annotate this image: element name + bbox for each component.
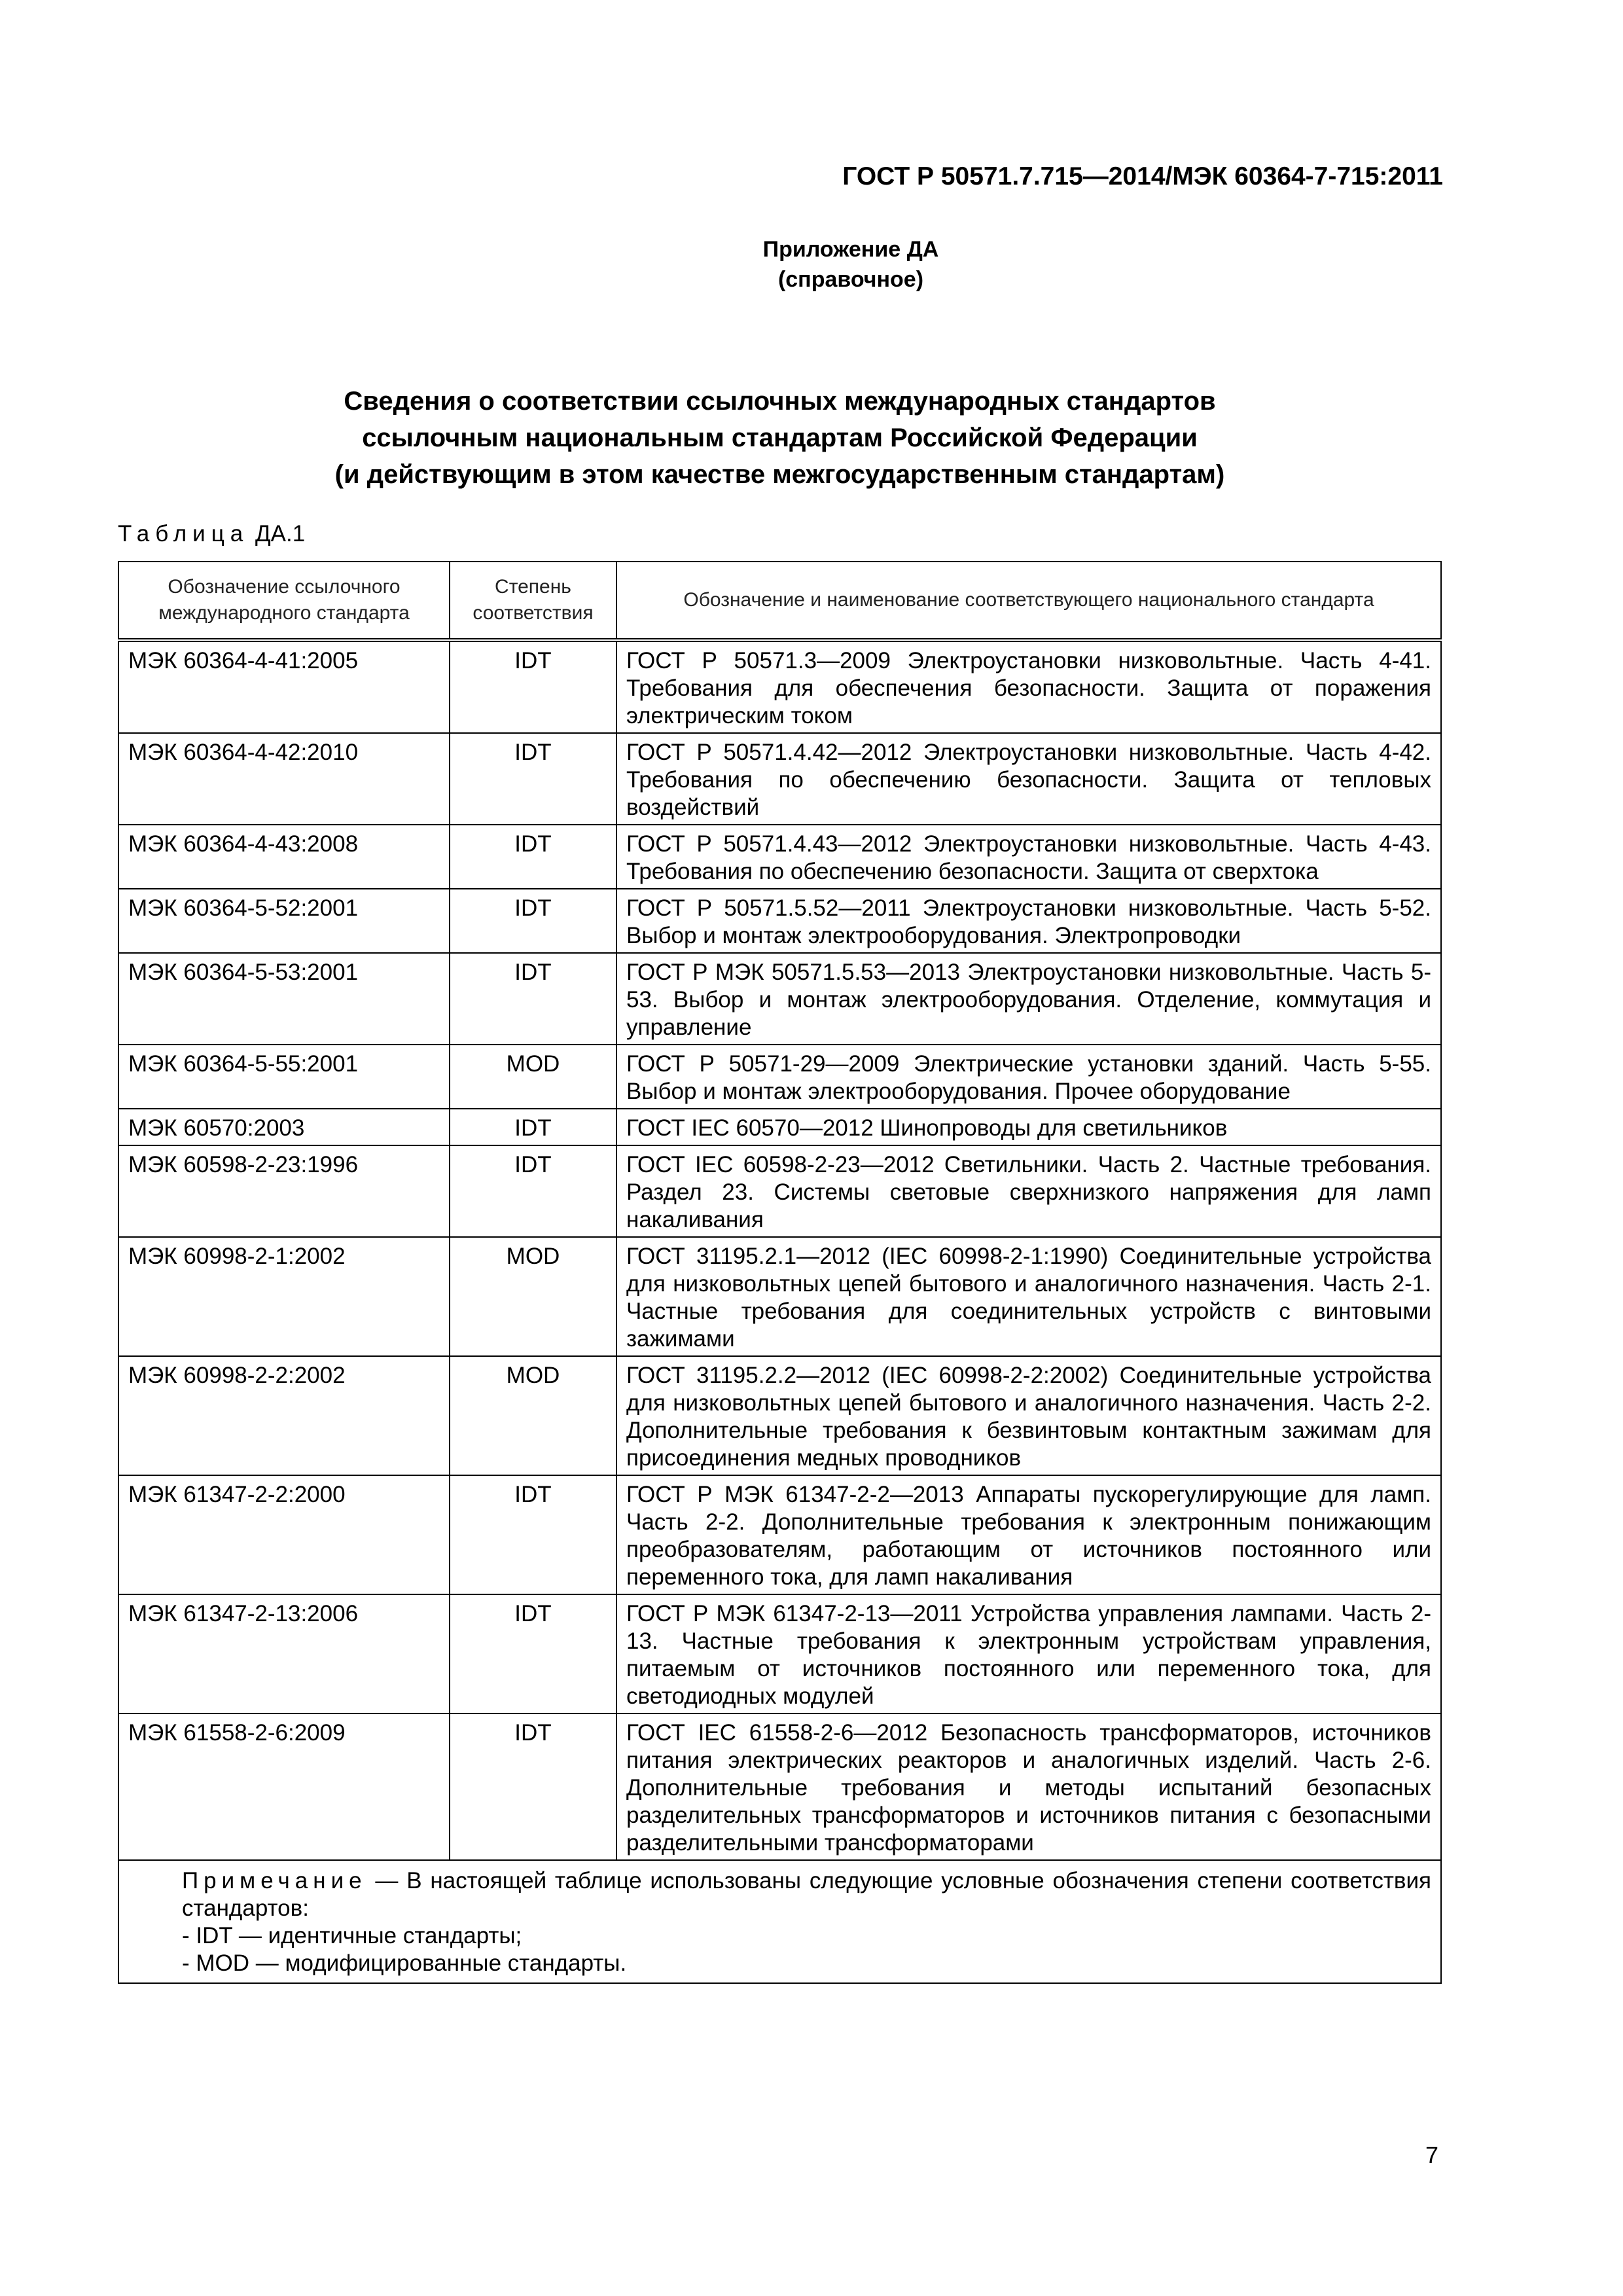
national-standard-cell: ГОСТ Р МЭК 61347-2-13—2011 Устройства управления лампами. Часть 2-13. Частные требования к электронным устройствам управления, питаемым от источников постоянного или переменного тока, для светодиодных модулей xyxy=(616,1594,1441,1713)
intl-standard-cell: МЭК 60364-4-43:2008 xyxy=(118,825,450,889)
intl-standard-cell: МЭК 61347-2-2:2000 xyxy=(118,1475,450,1594)
degree-cell: IDT xyxy=(450,733,616,825)
table-header-row xyxy=(118,562,1441,640)
degree-cell: IDT xyxy=(450,953,616,1045)
national-standard-cell: ГОСТ Р МЭК 61347-2-2—2013 Аппараты пускорегулирующие для ламп. Часть 2-2. Дополнительные требования к электронным понижающим преобразователям, работающим от источников постоянного или переменного тока, для ламп накаливания xyxy=(616,1475,1441,1594)
degree-cell: IDT xyxy=(450,1109,616,1145)
intl-standard-cell: МЭК 61558-2-6:2009 xyxy=(118,1713,450,1860)
national-standard-cell: ГОСТ 31195.2.2—2012 (IEC 60998-2-2:2002) Соединительные устройства для низковольтных цепей бытового и аналогичного назначения. Часть 2-2. Дополнительные требования к безвинтовым контактным зажимам для присоединения медных проводников xyxy=(616,1356,1441,1475)
national-standard-cell: ГОСТ 31195.2.1—2012 (IEC 60998-2-1:1990) Соединительные устройства для низковольтных цепей бытового и аналогичного назначения. Часть 2-1. Частные требования для соединительных устройств с винтовыми зажимами xyxy=(616,1237,1441,1356)
national-standard-cell: ГОСТ Р 50571.5.52—2011 Электроустановки низковольтные. Часть 5-52. Выбор и монтаж электрооборудования. Электропроводки xyxy=(616,889,1441,953)
heading-line: Сведения о соответствии ссылочных международных стандартов xyxy=(344,387,1216,416)
intl-standard-cell: МЭК 60364-4-42:2010 xyxy=(118,733,450,825)
degree-cell: IDT xyxy=(450,889,616,953)
intl-standard-cell: МЭК 60598-2-23:1996 xyxy=(118,1145,450,1237)
note-text: — В настоящей таблице использованы следующие условные обозначения степени соответствия стандартов: xyxy=(182,1868,1431,1921)
appendix-label: Приложение ДА xyxy=(762,237,939,262)
degree-cell: MOD xyxy=(450,1045,616,1109)
table-note-row xyxy=(118,1860,1441,1983)
note-item: - IDT — идентичные стандарты; xyxy=(182,1923,522,1948)
national-standard-cell: ГОСТ Р МЭК 50571.5.53—2013 Электроустановки низковольтные. Часть 5-53. Выбор и монтаж электрооборудования. Отделение, коммутация и управление xyxy=(616,953,1441,1045)
intl-standard-cell: МЭК 61347-2-13:2006 xyxy=(118,1594,450,1713)
table-row xyxy=(118,1109,1441,1145)
national-standard-cell: ГОСТ Р 50571.3—2009 Электроустановки низковольтные. Часть 4-41. Требования для обеспечения безопасности. Защита от поражения электрическим током xyxy=(616,640,1441,733)
national-standard-cell: ГОСТ IEC 61558-2-6—2012 Безопасность трансформаторов, источников питания электрических реакторов и аналогичных изделий. Часть 2-6. Дополнительные требования и методы испытаний безопасных разделительных трансформаторов и источников питания с безопасными разделительными трансформаторами xyxy=(616,1713,1441,1860)
header-national-standard: Обозначение и наименование соответствующего национального стандарта xyxy=(616,562,1441,640)
table-row xyxy=(118,1237,1441,1356)
national-standard-cell: ГОСТ Р 50571.4.42—2012 Электроустановки низковольтные. Часть 4-42. Требования по обеспечению безопасности. Защита от тепловых воздействий xyxy=(616,733,1441,825)
header-degree: Степень соответствия xyxy=(450,562,616,640)
degree-cell: IDT xyxy=(450,640,616,733)
table-row xyxy=(118,1594,1441,1713)
appendix-type: (справочное) xyxy=(777,267,924,292)
intl-standard-cell: МЭК 60364-5-53:2001 xyxy=(118,953,450,1045)
correspondence-table xyxy=(118,561,1442,1984)
table-caption xyxy=(118,521,305,547)
note-label: Примечание xyxy=(182,1868,367,1893)
table-row xyxy=(118,733,1441,825)
table-caption-number: ДА.1 xyxy=(255,521,306,547)
intl-standard-cell: МЭК 60364-5-52:2001 xyxy=(118,889,450,953)
header-intl-standard: Обозначение ссылочного международного стандарта xyxy=(118,562,450,640)
table-row xyxy=(118,889,1441,953)
degree-cell: IDT xyxy=(450,825,616,889)
page-number: 7 xyxy=(1425,2142,1439,2168)
intl-standard-cell: МЭК 60998-2-2:2002 xyxy=(118,1356,450,1475)
national-standard-cell: ГОСТ IEC 60570—2012 Шинопроводы для светильников xyxy=(616,1109,1441,1145)
intl-standard-cell: МЭК 60570:2003 xyxy=(118,1109,450,1145)
national-standard-cell: ГОСТ Р 50571-29—2009 Электрические установки зданий. Часть 5-55. Выбор и монтаж электрооборудования. Прочее оборудование xyxy=(616,1045,1441,1109)
intl-standard-cell: МЭК 60998-2-1:2002 xyxy=(118,1237,450,1356)
appendix-title xyxy=(0,234,1623,295)
national-standard-cell: ГОСТ IEC 60598-2-23—2012 Светильники. Часть 2. Частные требования. Раздел 23. Системы световые сверхнизкого напряжения для ламп накаливания xyxy=(616,1145,1441,1237)
table-row xyxy=(118,1145,1441,1237)
table-note xyxy=(118,1860,1441,1983)
intl-standard-cell: МЭК 60364-5-55:2001 xyxy=(118,1045,450,1109)
table-row xyxy=(118,1045,1441,1109)
table-row xyxy=(118,1356,1441,1475)
document-code: ГОСТ Р 50571.7.715—2014/МЭК 60364-7-715:2011 xyxy=(842,162,1443,190)
degree-cell: IDT xyxy=(450,1713,616,1860)
degree-cell: MOD xyxy=(450,1356,616,1475)
table-row xyxy=(118,825,1441,889)
note-item: - MOD — модифицированные стандарты. xyxy=(182,1950,627,1976)
intl-standard-cell: МЭК 60364-4-41:2005 xyxy=(118,640,450,733)
table-row xyxy=(118,953,1441,1045)
degree-cell: IDT xyxy=(450,1594,616,1713)
degree-cell: IDT xyxy=(450,1145,616,1237)
table-row xyxy=(118,640,1441,733)
table-row xyxy=(118,1475,1441,1594)
national-standard-cell: ГОСТ Р 50571.4.43—2012 Электроустановки низковольтные. Часть 4-43. Требования по обеспечению безопасности. Защита от сверхтока xyxy=(616,825,1441,889)
section-heading xyxy=(118,383,1442,493)
degree-cell: IDT xyxy=(450,1475,616,1594)
heading-line: (и действующим в этом качестве межгосударственным стандартам) xyxy=(334,460,1225,489)
table-row xyxy=(118,1713,1441,1860)
degree-cell: MOD xyxy=(450,1237,616,1356)
table-caption-word: Таблица xyxy=(118,521,249,547)
heading-line: ссылочным национальным стандартам Российской Федерации xyxy=(362,423,1198,452)
